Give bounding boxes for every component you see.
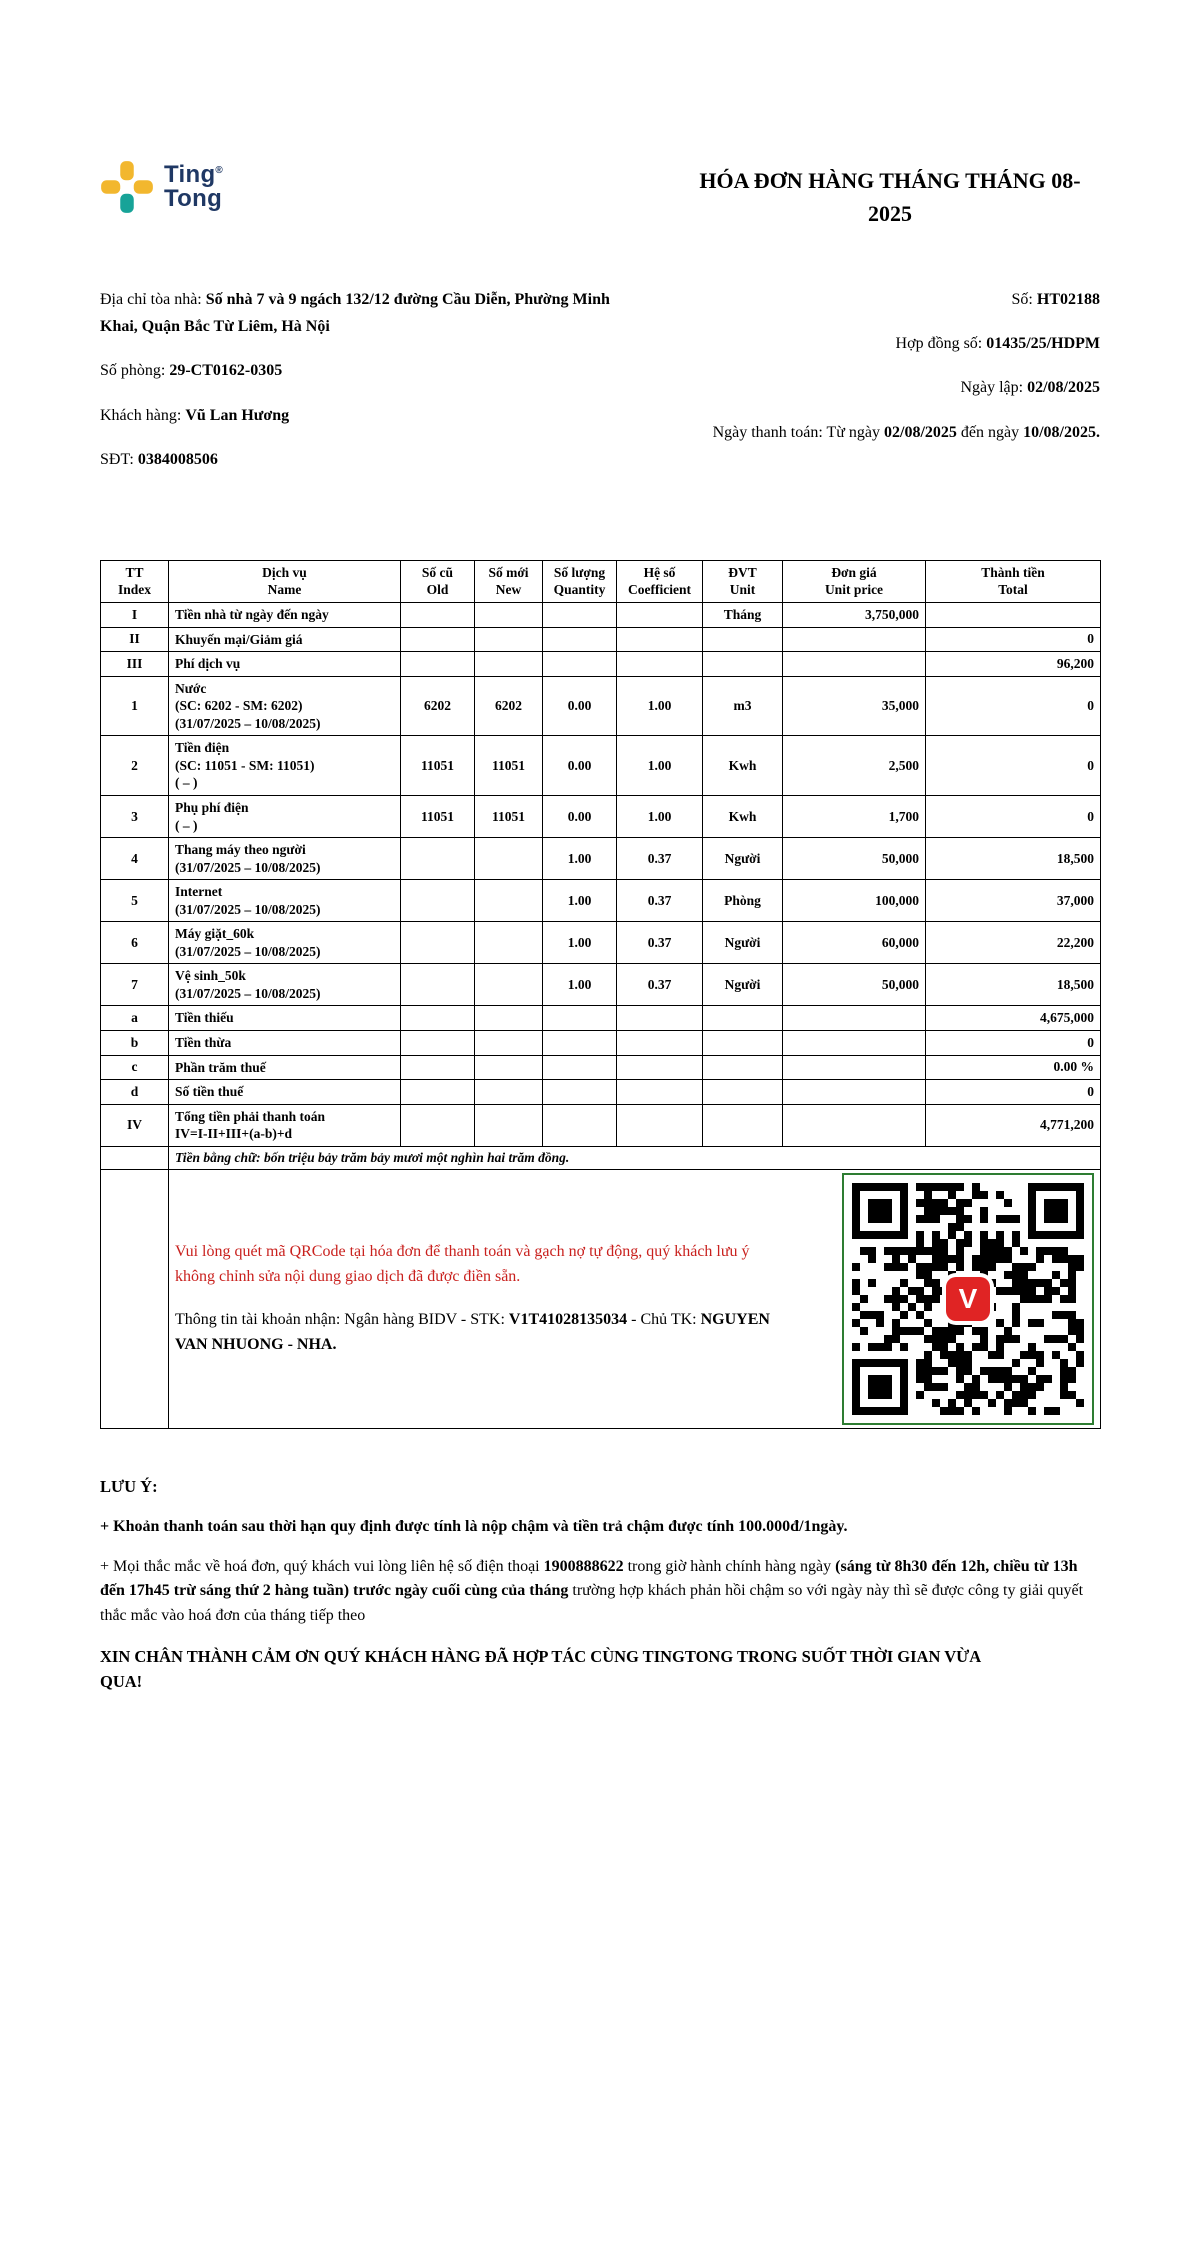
cell-unit: Kwh	[703, 736, 783, 796]
cell-index: 1	[101, 676, 169, 736]
cell-total: 4,771,200	[926, 1104, 1101, 1146]
cell-coef: 0.37	[617, 964, 703, 1006]
cell-unit: Tháng	[703, 603, 783, 628]
table-row	[101, 627, 1101, 652]
cell-total: 0	[926, 795, 1101, 837]
cell-coef	[617, 603, 703, 628]
cell-unit	[703, 1030, 783, 1055]
table-row	[101, 880, 1101, 922]
cell-total: 0	[926, 627, 1101, 652]
column-header: Hệ số Coefficient	[617, 560, 703, 602]
issue-date: Ngày lập: 02/08/2025	[960, 379, 1100, 397]
cell-total	[926, 603, 1101, 628]
cell-qty	[543, 1080, 617, 1105]
qr-center-logo-icon: V	[946, 1277, 990, 1321]
cell-price	[783, 627, 926, 652]
cell-new: 6202	[475, 676, 543, 736]
cell-index: b	[101, 1030, 169, 1055]
cell-old	[401, 1055, 475, 1080]
qr-section-cell	[169, 1169, 1101, 1428]
cell-coef: 1.00	[617, 795, 703, 837]
cell-qty	[543, 1030, 617, 1055]
amount-in-words: Tiền bằng chữ: bốn triệu bảy trăm bảy mươi một nghìn hai trăm đồng.	[169, 1146, 1101, 1169]
cell-index: III	[101, 652, 169, 677]
cell-old	[401, 964, 475, 1006]
cell-price	[783, 1006, 926, 1031]
table-row	[101, 603, 1101, 628]
cell-index: 3	[101, 795, 169, 837]
invoice-title-line1: HÓA ĐƠN HÀNG THÁNG THÁNG 08-	[699, 168, 1081, 193]
cell-index: a	[101, 1006, 169, 1031]
invoice-meta	[690, 286, 1100, 490]
cell-old	[401, 1030, 475, 1055]
tingtong-logo-icon	[100, 160, 154, 214]
cell-unit	[703, 1080, 783, 1105]
cell-old	[401, 1006, 475, 1031]
invoice-header	[100, 160, 1100, 230]
cell-qty: 0.00	[543, 795, 617, 837]
cell-qty	[543, 1104, 617, 1146]
cell-unit	[703, 1055, 783, 1080]
cell-index: II	[101, 627, 169, 652]
table-row	[101, 1030, 1101, 1055]
invoice-table	[100, 560, 1101, 1429]
cell-name: Máy giặt_60k (31/07/2025 – 10/08/2025)	[169, 922, 401, 964]
cell-price: 35,000	[783, 676, 926, 736]
cell-new	[475, 1030, 543, 1055]
cell-unit	[703, 1006, 783, 1031]
cell-unit	[703, 627, 783, 652]
cell-old	[401, 627, 475, 652]
table-row	[101, 1104, 1101, 1146]
cell-name: Phí dịch vụ	[169, 652, 401, 677]
cell-price	[783, 1080, 926, 1105]
cell-new	[475, 603, 543, 628]
table-row	[101, 838, 1101, 880]
cell-coef	[617, 1104, 703, 1146]
cell-coef	[617, 1080, 703, 1105]
cell-qty: 1.00	[543, 838, 617, 880]
cell-old	[401, 603, 475, 628]
cell-price	[783, 652, 926, 677]
customer-name: Khách hàng: Vũ Lan Hương	[100, 406, 290, 424]
cell-total: 0	[926, 676, 1101, 736]
cell-price	[783, 1104, 926, 1146]
cell-price: 50,000	[783, 964, 926, 1006]
cell-total: 4,675,000	[926, 1006, 1101, 1031]
room-number: Số phòng: 29-CT0162-0305	[100, 362, 283, 380]
table-row	[101, 676, 1101, 736]
column-header: Đơn giá Unit price	[783, 560, 926, 602]
cell-new	[475, 964, 543, 1006]
table-row	[101, 1080, 1101, 1105]
cell-index: 4	[101, 838, 169, 880]
cell-qty: 0.00	[543, 676, 617, 736]
tingtong-logo	[100, 160, 223, 214]
cell-name: Phụ phí điện ( – )	[169, 795, 401, 837]
cell-total: 22,200	[926, 922, 1101, 964]
cell-name: Phần trăm thuế	[169, 1055, 401, 1080]
cell-qty: 1.00	[543, 922, 617, 964]
cell-index: 2	[101, 736, 169, 796]
note-late-payment: + Khoản thanh toán sau thời hạn quy định được tính là nộp chậm và tiền trả chậm được tính 100.000đ/1ngày.	[100, 1517, 848, 1535]
cell-qty	[543, 652, 617, 677]
amount-in-words-row	[101, 1146, 1101, 1169]
cell-name: Internet (31/07/2025 – 10/08/2025)	[169, 880, 401, 922]
column-header: Số cũ Old	[401, 560, 475, 602]
customer-info	[100, 286, 610, 490]
bank-account-info: Thông tin tài khoản nhận: Ngân hàng BIDV - STK: V1T41028135034 - Chủ TK: NGUYEN VAN NHUONG - NHA.	[175, 1310, 770, 1353]
payment-period: Ngày thanh toán: Từ ngày 02/08/2025 đến ngày 10/08/2025.	[712, 423, 1100, 441]
cell-coef	[617, 1030, 703, 1055]
cell-coef	[617, 1006, 703, 1031]
cell-unit: Người	[703, 838, 783, 880]
cell-price	[783, 1030, 926, 1055]
cell-new	[475, 922, 543, 964]
table-header-row	[101, 560, 1101, 602]
cell-unit: Người	[703, 922, 783, 964]
brand-line1: Ting	[164, 160, 216, 188]
cell-price: 100,000	[783, 880, 926, 922]
cell-old	[401, 652, 475, 677]
cell-new	[475, 1055, 543, 1080]
cell-new	[475, 880, 543, 922]
qr-code-box	[842, 1173, 1094, 1425]
cell-old	[401, 1104, 475, 1146]
cell-qty	[543, 1006, 617, 1031]
cell-name: Tiền thừa	[169, 1030, 401, 1055]
cell-index: I	[101, 603, 169, 628]
cell-new	[475, 838, 543, 880]
cell-total: 18,500	[926, 838, 1101, 880]
cell-price: 60,000	[783, 922, 926, 964]
table-row	[101, 1055, 1101, 1080]
qr-row	[101, 1169, 1101, 1428]
column-header: Số lượng Quantity	[543, 560, 617, 602]
cell-total: 0	[926, 1030, 1101, 1055]
cell-total: 0	[926, 1080, 1101, 1105]
cell-index: IV	[101, 1104, 169, 1146]
invoice-title-line2: 2025	[868, 201, 912, 226]
cell-price: 50,000	[783, 838, 926, 880]
cell-qty: 1.00	[543, 880, 617, 922]
cell-name: Vệ sinh_50k (31/07/2025 – 10/08/2025)	[169, 964, 401, 1006]
cell-coef: 0.37	[617, 838, 703, 880]
table-row	[101, 964, 1101, 1006]
cell-old: 11051	[401, 795, 475, 837]
table-row	[101, 922, 1101, 964]
cell-new: 11051	[475, 736, 543, 796]
cell-name: Khuyến mại/Giảm giá	[169, 627, 401, 652]
cell-name: Tiền nhà từ ngày đến ngày	[169, 603, 401, 628]
cell-index: 5	[101, 880, 169, 922]
cell-name: Tổng tiền phải thanh toán IV=I-II+III+(a-b)+d	[169, 1104, 401, 1146]
cell-total: 96,200	[926, 652, 1101, 677]
invoice-info-section	[100, 286, 1100, 490]
cell-name: Tiền điện (SC: 11051 - SM: 11051) ( – )	[169, 736, 401, 796]
qr-payment-note: Vui lòng quét mã QRCode tại hóa đơn để thanh toán và gạch nợ tự động, quý khách lưu ý không chỉnh sửa nội dung giao dịch đã được điền sẵn.	[175, 1243, 750, 1285]
invoice-title	[680, 164, 1100, 230]
cell-coef: 0.37	[617, 880, 703, 922]
cell-total: 18,500	[926, 964, 1101, 1006]
cell-price: 3,750,000	[783, 603, 926, 628]
cell-qty	[543, 603, 617, 628]
closing-thanks: XIN CHÂN THÀNH CẢM ƠN QUÝ KHÁCH HÀNG ĐÃ HỢP TÁC CÙNG TINGTONG TRONG SUỐT THỜI GIAN VỪA QUA!	[100, 1646, 981, 1692]
cell-index: 6	[101, 922, 169, 964]
cell-name: Nước (SC: 6202 - SM: 6202) (31/07/2025 – 10/08/2025)	[169, 676, 401, 736]
brand-line2: Tong	[164, 185, 223, 212]
table-row	[101, 1006, 1101, 1031]
cell-new	[475, 1104, 543, 1146]
column-header: TT Index	[101, 560, 169, 602]
cell-index: 7	[101, 964, 169, 1006]
cell-qty: 1.00	[543, 964, 617, 1006]
cell-name: Số tiền thuế	[169, 1080, 401, 1105]
invoice-table-body	[101, 603, 1101, 1147]
cell-new	[475, 1080, 543, 1105]
phone-number: SĐT: 0384008506	[100, 450, 218, 468]
cell-index: d	[101, 1080, 169, 1105]
invoice-number: Số: HT02188	[1011, 291, 1100, 308]
cell-new	[475, 1006, 543, 1031]
cell-name: Thang máy theo người (31/07/2025 – 10/08/2025)	[169, 838, 401, 880]
building-address: Địa chỉ tòa nhà: Số nhà 7 và 9 ngách 132/12 đường Cầu Diễn, Phường Minh Khai, Quận Bắc Từ Liêm, Hà Nội	[100, 291, 610, 336]
cell-new	[475, 652, 543, 677]
registered-mark: ®	[215, 164, 224, 176]
cell-qty: 0.00	[543, 736, 617, 796]
cell-name: Tiền thiếu	[169, 1006, 401, 1031]
cell-old	[401, 1080, 475, 1105]
cell-old	[401, 880, 475, 922]
table-row	[101, 795, 1101, 837]
cell-total: 0	[926, 736, 1101, 796]
cell-price: 1,700	[783, 795, 926, 837]
cell-coef	[617, 652, 703, 677]
cell-unit: Phòng	[703, 880, 783, 922]
cell-coef	[617, 627, 703, 652]
contract-number: Hợp đồng số: 01435/25/HDPM	[895, 335, 1100, 353]
cell-old: 11051	[401, 736, 475, 796]
cell-old: 6202	[401, 676, 475, 736]
cell-price: 2,500	[783, 736, 926, 796]
invoice-table-head	[101, 560, 1101, 602]
cell-qty	[543, 627, 617, 652]
cell-old	[401, 922, 475, 964]
cell-coef: 0.37	[617, 922, 703, 964]
payment-instructions	[175, 1240, 775, 1357]
table-row	[101, 736, 1101, 796]
column-header: Số mới New	[475, 560, 543, 602]
cell-unit	[703, 652, 783, 677]
tingtong-logo-text	[164, 160, 224, 212]
cell-total: 0.00 %	[926, 1055, 1101, 1080]
column-header: Thành tiền Total	[926, 560, 1101, 602]
column-header: Dịch vụ Name	[169, 560, 401, 602]
invoice-footer	[100, 1477, 1100, 1695]
cell-qty	[543, 1055, 617, 1080]
invoice-table-foot	[101, 1146, 1101, 1428]
note-contact: + Mọi thắc mắc về hoá đơn, quý khách vui lòng liên hệ số điện thoại 1900888622 trong giờ hành chính hàng ngày (sáng từ 8h30 đến 12h, chiều từ 13h đến 17h45 trừ sáng thứ 2 hàng tuần) trước ngày cuối cùng của tháng trường hợp khách phản hồi chậm so với ngày này thì sẽ được công ty giải quyết thắc mắc vào hoá đơn của tháng tiếp theo	[100, 1557, 1084, 1625]
cell-unit: Kwh	[703, 795, 783, 837]
cell-new: 11051	[475, 795, 543, 837]
cell-unit: Người	[703, 964, 783, 1006]
table-row	[101, 652, 1101, 677]
cell-coef	[617, 1055, 703, 1080]
empty-index-cell	[101, 1169, 169, 1428]
cell-price	[783, 1055, 926, 1080]
empty-index-cell	[101, 1146, 169, 1169]
cell-unit	[703, 1104, 783, 1146]
notes-title: LƯU Ý:	[100, 1476, 158, 1496]
cell-index: c	[101, 1055, 169, 1080]
cell-old	[401, 838, 475, 880]
cell-coef: 1.00	[617, 676, 703, 736]
column-header: ĐVT Unit	[703, 560, 783, 602]
cell-unit: m3	[703, 676, 783, 736]
cell-coef: 1.00	[617, 736, 703, 796]
cell-total: 37,000	[926, 880, 1101, 922]
cell-new	[475, 627, 543, 652]
